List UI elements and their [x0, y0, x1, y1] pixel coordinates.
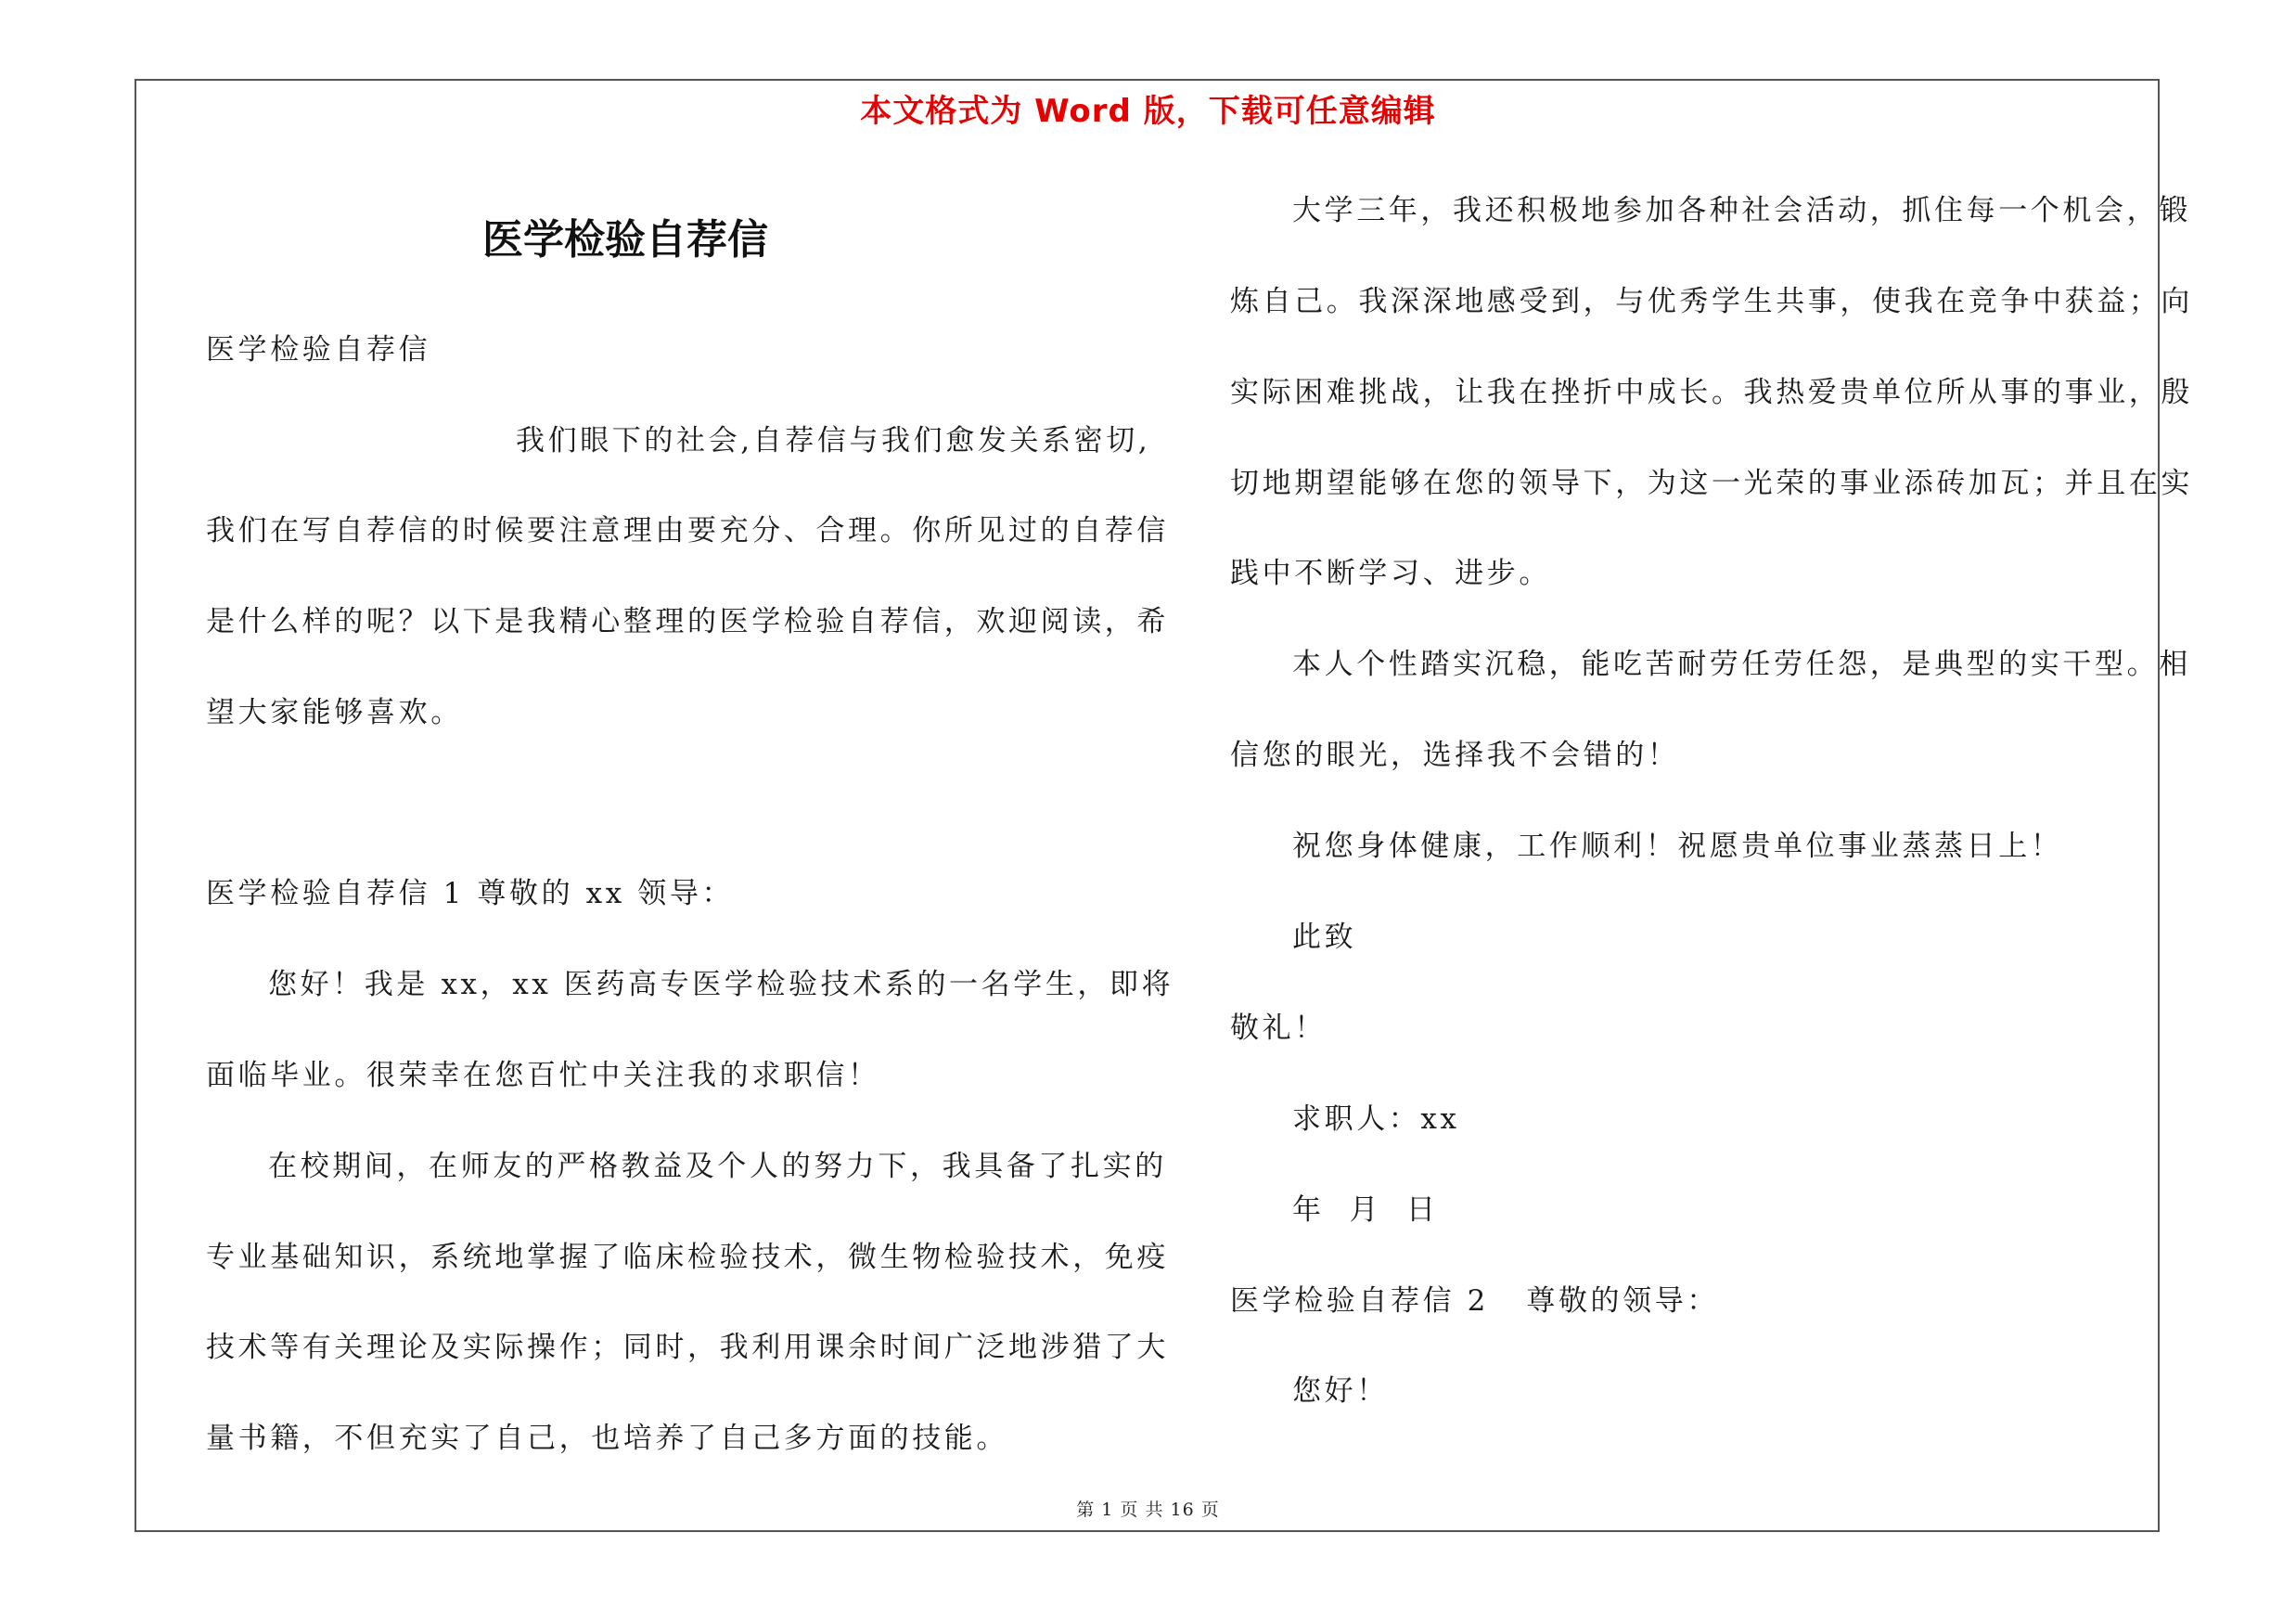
- left-line-p2-2: 专业基础知识，系统地掌握了临床检验技术，微生物检验技术，免疫: [206, 1241, 1169, 1274]
- left-line-letter1-salutation: 医学检验自荐信 1 尊敬的 xx 领导：: [206, 877, 735, 910]
- left-line-intro-3: 是什么样的呢？以下是我精心整理的医学检验自荐信，欢迎阅读，希: [206, 605, 1169, 638]
- right-line-wishes: 祝您身体健康，工作顺利！祝愿贵单位事业蒸蒸日上！: [1292, 830, 2063, 863]
- left-line-heading: 医学检验自荐信: [206, 333, 431, 367]
- right-line-date: 年 月 日: [1292, 1193, 1439, 1227]
- right-line-regards: 敬礼！: [1230, 1011, 1327, 1045]
- right-line-letter2-salutation: 医学检验自荐信 2 尊敬的领导：: [1230, 1284, 1719, 1318]
- right-line-p3-1: 大学三年，我还积极地参加各种社会活动，抓住每一个机会，锻: [1292, 194, 2191, 227]
- left-line-p2-3: 技术等有关理论及实际操作；同时，我利用课余时间广泛地涉猎了大: [206, 1331, 1169, 1364]
- left-line-intro-1: 我们眼下的社会,自荐信与我们愈发关系密切,: [516, 424, 1151, 457]
- right-line-p3-4: 切地期望能够在您的领导下，为这一光荣的事业添砖加瓦；并且在实: [1230, 467, 2193, 500]
- right-line-p4-2: 信您的眼光，选择我不会错的！: [1230, 739, 1680, 772]
- left-line-p2-4: 量书籍，不但充实了自己，也培养了自己多方面的技能。: [206, 1422, 1008, 1455]
- right-line-p3-2: 炼自己。我深深地感受到，与优秀学生共事，使我在竞争中获益；向: [1230, 285, 2193, 318]
- left-line-p1-1: 您好！我是 xx，xx 医药高专医学检验技术系的一名学生，即将: [268, 968, 1174, 1001]
- right-line-closing: 此致: [1292, 921, 1357, 954]
- right-line-letter2-greeting: 您好！: [1292, 1374, 1389, 1408]
- left-line-intro-4: 望大家能够喜欢。: [206, 696, 463, 729]
- page-number-footer: 第 1 页 共 16 页: [1076, 1500, 1220, 1520]
- document-title: 医学检验自荐信: [482, 216, 768, 264]
- right-line-p3-5: 践中不断学习、进步。: [1230, 557, 1551, 590]
- right-line-applicant: 求职人：xx: [1292, 1102, 1460, 1136]
- right-line-p4-1: 本人个性踏实沉稳，能吃苦耐劳任劳任怨，是典型的实干型。相: [1292, 648, 2191, 681]
- editable-notice-banner: 本文格式为 Word 版，下载可任意编辑: [860, 93, 1436, 130]
- left-line-p1-2: 面临毕业。很荣幸在您百忙中关注我的求职信！: [206, 1059, 880, 1092]
- right-line-p3-3: 实际困难挑战，让我在挫折中成长。我热爱贵单位所从事的事业，殷: [1230, 376, 2193, 409]
- left-line-p2-1: 在校期间，在师友的严格教益及个人的努力下，我具备了扎实的: [268, 1150, 1167, 1183]
- left-line-intro-2: 我们在写自荐信的时候要注意理由要充分、合理。你所见过的自荐信: [206, 514, 1169, 547]
